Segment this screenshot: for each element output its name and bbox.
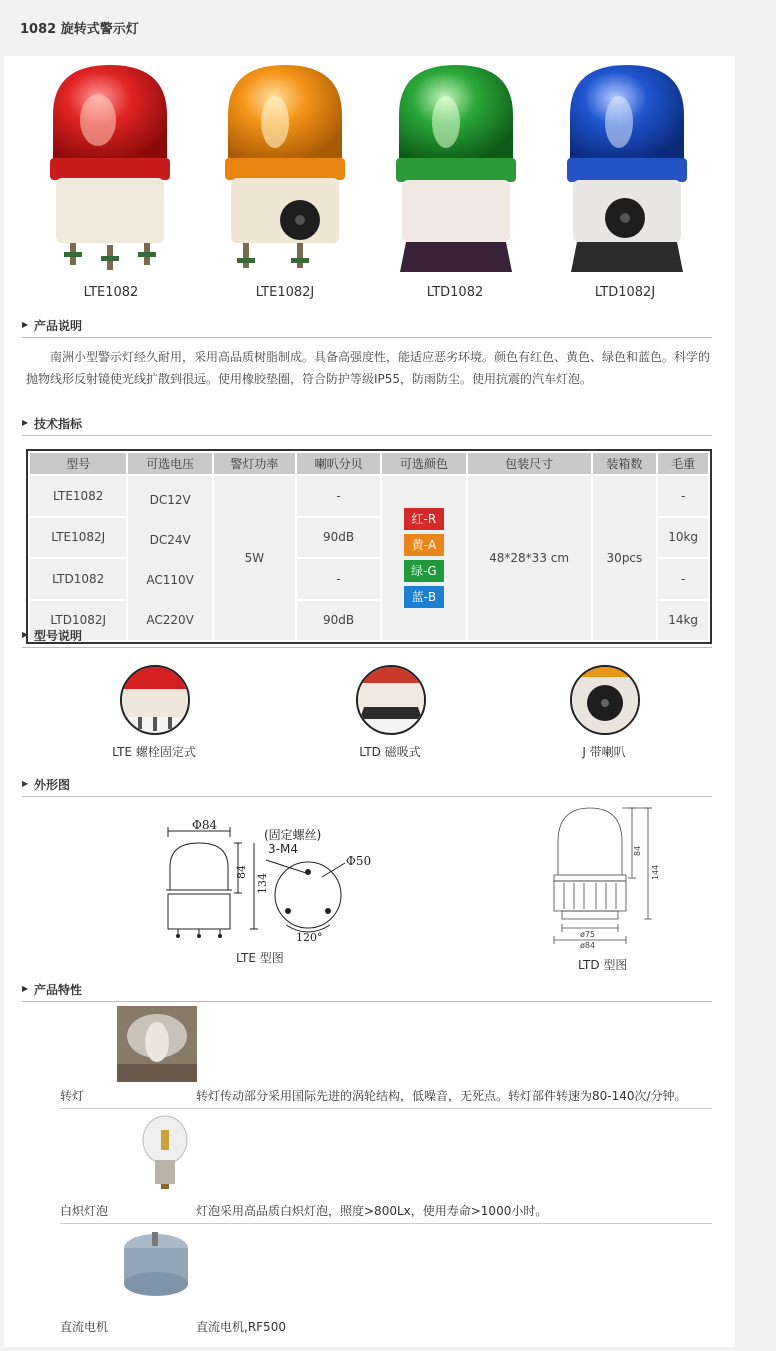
dc-motor-image <box>118 1230 194 1300</box>
lte-bolt-mount-image <box>120 665 190 735</box>
column-header: 警灯功率 <box>214 453 295 474</box>
spec-table <box>26 449 712 644</box>
rotating-lamp-image <box>117 1006 197 1082</box>
arrow-bullet-icon: ▶ <box>22 779 29 788</box>
voltage-value: DC24V <box>149 533 191 547</box>
decibel-cell: - <box>297 476 380 516</box>
feature-divider <box>60 1108 712 1109</box>
voltage-value: DC12V <box>149 493 191 507</box>
voltage-cell <box>128 476 211 640</box>
model-cell: LTD1082 <box>30 559 126 599</box>
product-label: LTD1082 <box>426 285 484 300</box>
model-explain-label: LTE 螺栓固定式 <box>112 745 196 759</box>
feature-name: 直流电机 <box>60 1320 109 1334</box>
ltd-magnetic-mount-image <box>356 665 426 735</box>
lte-dim-height1: 84 <box>235 865 248 879</box>
section-title: 型号说明 <box>34 629 83 643</box>
page-title: 1082 旋转式警示灯 <box>20 22 139 37</box>
box-qty-cell: 30pcs <box>593 476 657 640</box>
weight-cell: 14kg <box>658 601 708 641</box>
weight-cell: - <box>658 559 708 599</box>
feature-description: 直流电机,RF500 <box>196 1320 286 1334</box>
product-label: LTE1082 <box>83 285 139 300</box>
color-badge-red: 红-R <box>404 508 444 530</box>
weight-cell: 10kg <box>658 518 708 558</box>
column-header: 可选电压 <box>128 453 211 474</box>
lte-dim-height2: 134 <box>256 873 269 894</box>
lte-screw-note: (固定螺丝) <box>264 828 322 842</box>
feature-name: 转灯 <box>60 1089 85 1103</box>
ltd-dim-d1: ø75 <box>580 930 596 939</box>
ltd-dim-d2: ø84 <box>580 941 596 950</box>
feature-name: 白炽灯泡 <box>60 1204 109 1218</box>
section-title: 产品特性 <box>34 983 83 997</box>
product-image-ltd1082 <box>386 60 526 285</box>
decibel-cell: - <box>297 559 380 599</box>
voltage-value: AC220V <box>146 613 194 627</box>
section-header-model <box>22 625 712 648</box>
power-cell: 5W <box>214 476 295 640</box>
product-image-lte1082j <box>215 60 355 285</box>
arrow-bullet-icon: ▶ <box>22 320 29 329</box>
ltd-outline-drawing <box>540 800 665 955</box>
color-badge-green: 绿-G <box>404 560 444 582</box>
product-description: 南洲小型警示灯经久耐用，采用高品质树脂制成。具备高强度性，能适应恶劣环境。颜色有红色、黄色、绿色和蓝色。科学的抛物线形反射镜使光线扩散到很远。使用橡胶垫圈，符合防护等级IP55，防雨防尘。使用抗震的汽车灯泡。 <box>26 350 711 386</box>
ltd-dim-height1: 84 <box>633 845 642 856</box>
lte-angle: 120° <box>296 931 323 944</box>
section-header-features <box>22 979 712 1002</box>
model-cell: LTD1082J <box>30 601 126 641</box>
model-explain-label: LTD 磁吸式 <box>359 745 421 759</box>
section-header-outline <box>22 774 712 797</box>
package-size-cell: 48*28*33 cm <box>468 476 591 640</box>
j-horn-image <box>570 665 640 735</box>
section-title: 技术指标 <box>34 417 83 431</box>
product-label: LTE1082J <box>255 285 315 300</box>
table-row <box>30 476 708 516</box>
section-title: 产品说明 <box>34 319 83 333</box>
column-header: 可选颜色 <box>382 453 465 474</box>
ltd-dim-height2: 144 <box>651 864 660 880</box>
product-image-ltd1082j <box>557 60 697 285</box>
model-cell: LTE1082J <box>30 518 126 558</box>
color-badge-blue: 蓝-B <box>404 586 444 608</box>
column-header: 毛重 <box>658 453 708 474</box>
lte-circle-diameter: Φ50 <box>346 854 372 868</box>
decibel-cell: 90dB <box>297 601 380 641</box>
arrow-bullet-icon: ▶ <box>22 630 29 639</box>
section-header-spec <box>22 413 712 436</box>
column-header: 包装尺寸 <box>468 453 591 474</box>
model-cell: LTE1082 <box>30 476 126 516</box>
feature-divider <box>60 1223 712 1224</box>
ltd-outline-caption: LTD 型图 <box>578 958 628 972</box>
section-title: 外形图 <box>34 778 71 792</box>
column-header: 装箱数 <box>593 453 657 474</box>
column-header: 型号 <box>30 453 126 474</box>
lte-dim-diameter: Φ84 <box>192 818 218 832</box>
feature-description: 灯泡采用高品质白炽灯泡，照度>800Lx，使用寿命>1000小时。 <box>196 1204 548 1218</box>
arrow-bullet-icon: ▶ <box>22 984 29 993</box>
product-image-lte1082 <box>40 60 180 285</box>
lte-outline-caption: LTE 型图 <box>236 951 284 965</box>
section-header-description <box>22 315 712 338</box>
decibel-cell: 90dB <box>297 518 380 558</box>
lte-outline-drawing <box>160 815 380 950</box>
arrow-bullet-icon: ▶ <box>22 418 29 427</box>
column-header: 喇叭分贝 <box>297 453 380 474</box>
color-cell <box>382 476 465 640</box>
feature-description: 转灯传动部分采用国际先进的涡轮结构，低噪音，无死点。转灯部件转速为80-140次/分钟。 <box>196 1089 687 1103</box>
voltage-value: AC110V <box>146 573 194 587</box>
weight-cell: - <box>658 476 708 516</box>
model-explain-label: J 带喇叭 <box>582 745 626 759</box>
lte-screw-spec: 3-M4 <box>268 842 298 856</box>
product-label: LTD1082J <box>594 285 656 300</box>
incandescent-bulb-image <box>137 1112 197 1190</box>
color-badge-amber: 黄-A <box>404 534 444 556</box>
table-header-row <box>30 453 708 474</box>
